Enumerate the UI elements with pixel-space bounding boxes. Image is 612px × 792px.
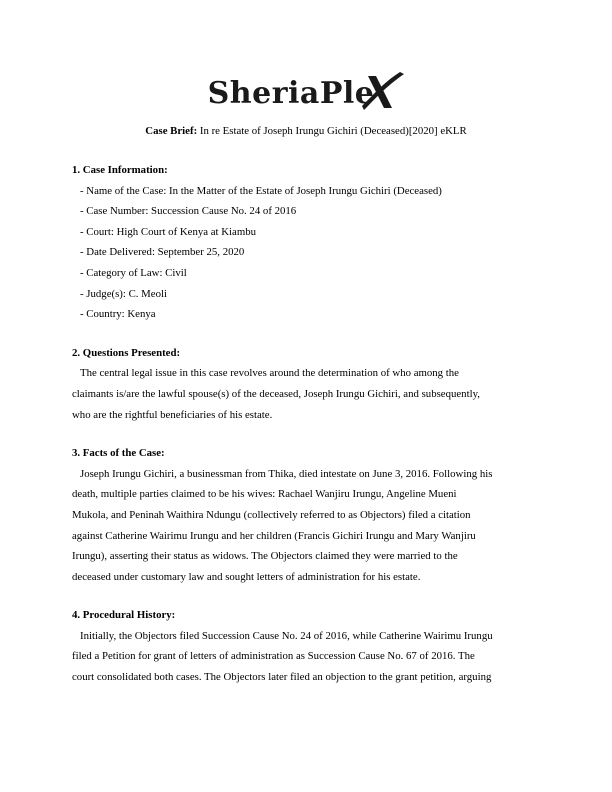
paragraph-line: filed a Petition for grant of letters of administration as Succession Cause No. 67 of 2016. The: [72, 650, 475, 663]
section-heading: 1. Case Information:: [72, 164, 168, 176]
category-item: - Category of Law: Civil: [80, 266, 187, 279]
paragraph-line: claimants is/are the lawful spouse(s) of the deceased, Joseph Irungu Gichiri, and subsequently,: [72, 387, 480, 400]
section-questions-presented: [72, 343, 544, 425]
section-heading: 3. Facts of the Case:: [72, 447, 165, 460]
section-case-information: [72, 160, 544, 325]
paragraph-line: deceased under customary law and sought letters of administration for his estate.: [72, 570, 421, 583]
paragraph-line: Mukola, and Peninah Waithira Ndungu (collectively referred to as Objectors) filed a citation: [72, 508, 471, 521]
logo-text: SheriaPle: [207, 76, 375, 111]
case-brief-name: In re Estate of Joseph Irungu Gichiri (Deceased)[2020] eKLR: [199, 125, 467, 137]
brief-content: [72, 160, 544, 706]
country-item: - Country: Kenya: [80, 308, 156, 321]
section-heading: 2. Questions Presented:: [72, 346, 181, 359]
paragraph-line: Irungu), asserting their status as widows. The Objectors claimed they were married to the: [72, 550, 458, 563]
case-name-item: - Name of the Case: In the Matter of the Estate of Joseph Irungu Gichiri (Deceased): [80, 184, 442, 197]
paragraph-line: death, multiple parties claimed to be his wives: Rachael Wanjiru Irungu, Angeline Mueni: [72, 488, 457, 501]
logo-x-icon: [362, 72, 406, 112]
section-procedural-history: [72, 605, 544, 687]
case-number-item: - Case Number: Succession Cause No. 24 of 2016: [80, 205, 297, 218]
paragraph-line: court consolidated both cases. The Objectors later filed an objection to the grant petition, arguing: [72, 671, 492, 684]
paragraph-line: against Catherine Wairimu Irungu and her children (Francis Gichiri Irungu and Mary Wanjiru: [72, 529, 476, 542]
court-item: - Court: High Court of Kenya at Kiambu: [80, 225, 257, 238]
date-delivered-item: - Date Delivered: September 25, 2020: [80, 246, 245, 259]
paragraph-line: Initially, the Objectors filed Succession Cause No. 24 of 2016, while Catherine Wairimu Irungu: [80, 629, 493, 642]
case-brief-label: Case Brief:: [145, 125, 198, 137]
section-heading: 4. Procedural History:: [72, 609, 176, 622]
section-facts: [72, 443, 544, 587]
judge-item: - Judge(s): C. Meoli: [80, 287, 167, 300]
logo-wordmark: [208, 76, 405, 111]
paragraph-line: who are the rightful beneficiaries of his estate.: [72, 408, 273, 421]
sheriaplex-logo: [0, 76, 612, 111]
paragraph-line: Joseph Irungu Gichiri, a businessman from Thika, died intestate on June 3, 2016. Following his: [80, 467, 493, 480]
case-brief-title: [0, 125, 612, 137]
paragraph-line: The central legal issue in this case revolves around the determination of who among the: [80, 367, 459, 380]
